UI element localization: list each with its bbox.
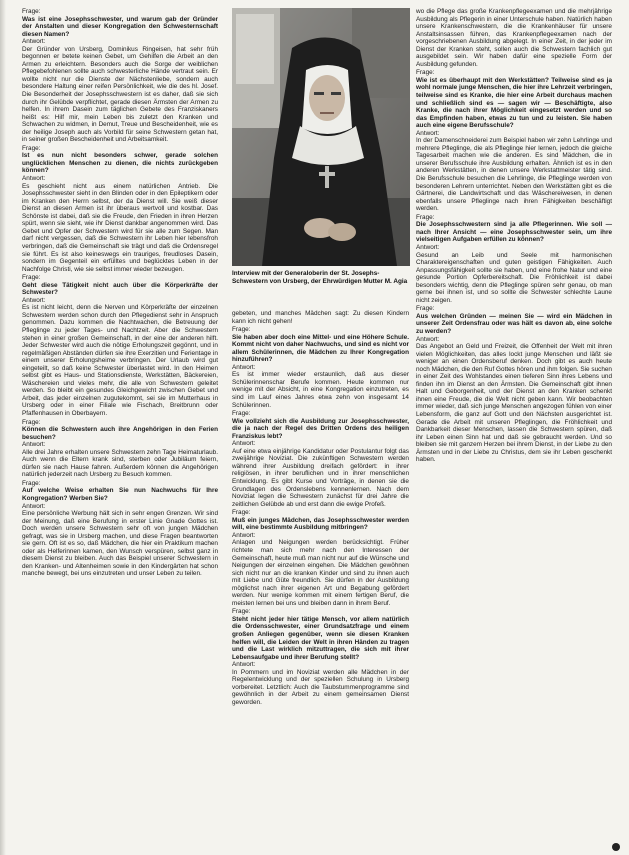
- speaker-label: Frage:: [22, 274, 41, 282]
- speaker-label: Frage:: [232, 509, 251, 517]
- speaker-label: Antwort:: [22, 175, 46, 183]
- speaker-label: Frage:: [22, 144, 41, 152]
- interview-answer: Gesund an Leib und Seele mit harmonischen Charaktereigenschaften und guten geistigen Fähigkeiten. Auch Anpassungsfähigkeit sollte sie haben, und eine frohe Natur und eine gesunde Portion Opferbereitschaft. Die Fröhlichkeit ist dabei besonders wichtig, denn die Pfleglinge spüren sehr genau, ob man gerne bei ihnen ist, und so sollte die Schwester schlechte Laune nicht zeigen.: [416, 251, 612, 304]
- interview-question: Was ist eine Josephsschwester, und warum gab der Gründer der Anstalten und dieser Kongregation den Schwesternschaft diesen Namen?: [22, 15, 218, 38]
- interview-answer: Der Gründer von Ursberg, Dominikus Ringeisen, hat sehr früh begonnen er betete keinen Gebet, um Gehilfen die Arbeit an den Armen zu erleichtern. Besonders auch die Sorge der weiblichen Pflegebefohlenen sollte auch schwesterliche Hände vertraut sein. Er wollte nicht nur die Dienste der Nächstenliebe, sondern auch besondere Haltung einer reifen Persönlichkeit, wie die des hl. Josef. Die Besonderheit der Josephsschwestern ist es daher, daß sie sich durch ihr Gelübde verpflichtet, gerade diesen Ärmsten der Armen zu helfen. In ihrem Dasein zum täglichen Gebete des Franziskaners heißt es: Hilf mir, mein Leben bis zuletzt den Kranken und Schwachen zu widmen, in Demut, Treue und Bescheidenheit, wie es der heilige Joseph auch als Vorbild für seine Schwestern getan hat, in seiner großen Bescheidenheit und Arbeitsamkeit.: [22, 45, 218, 144]
- interview-answer: Es geschieht nicht aus einem natürlichen Antrieb. Die Josephsschwester sieht in den Blinden oder in den Epileptikern oder im Kranken den Herrn selbst, der da Dienst will. Sie weiß dieser Dienst an diesen Armen ist ihr überaus wertvoll und kostbar. Das Schönste ist dabei, daß sie die Freude, den Frieden in ihren Herzen spürt, wenn sie sieht, wie ihr Dienst dankbar angenommen wird. Das Gebet und Opfer der Schwestern wird für sie alle zum Segen. Man darf nicht vergessen, daß die Schwestern ihr Leben hier lebensfroh verbringen, daß die Gemeinschaft sie trägt und daß die Ordensregel sie führt. Es ist also keineswegs ein trauriges, freudloses Dasein, sondern im Gegenteil ein erfülltes und beglücktes Leben in der Nachfolge Christi, wie sie selbst immer wieder bezeugen.: [22, 182, 218, 273]
- interview-question: Können die Schwestern auch ihre Angehörigen in den Ferien besuchen?: [22, 426, 218, 441]
- interview-answer: gebeten, und manches Mädchen sagt: Zu diesen Kindern kann ich nicht gehen!: [232, 310, 409, 325]
- text-column-middle: [232, 310, 409, 846]
- interview-question: Wie vollzieht sich die Ausbildung zur Josephsschwester, die ja nach der Regel des Dritten Ordens des heiligen Franziskus lebt?: [232, 417, 409, 440]
- interview-answer: Eine persönliche Werbung hält sich in sehr engen Grenzen. Wir sind der Meinung, daß eine Berufung in erster Linie Gnade Gottes ist. Doch werden unsere Schwestern sehr oft von jungen Mädchen gefragt, was sie in Ursberg machen, und diese Fragen beantworten sie gern. Oft ist es so, daß Mädchen, die hier ein Praktikum machen oder als Helferinnen kamen, den Wunsch verspüren, selbst ganz in diesem Dienst zu bleiben. Auch das Beispiel unserer Schwestern in den Kranken- und Altenheimen sowie in den Kindergärten hat schon manche bewegt, bei uns einzutreten und unser Leben zu teilen.: [22, 510, 218, 578]
- speaker-label: Frage:: [416, 69, 435, 77]
- interview-answer: wo die Pflege das große Krankenpflegeexamen und die mehrjährige Ausbildung als Pflegerin in einer Unterschule haben. Natürlich haben unsere Krankenschwestern, die die Krankenhäuser für unsere Anstaltsinsassen führen, das Krankenpflegeexamen nach der vorgeschriebenen Ausbildung abgelegt. In einer Zeit, in der jeder im Dienst der Kranken steht, sollen auch die Schwestern fachlich gut ausgebildet sein. Wir haben dafür eine spezielle Form der Ausbildung gefunden.: [416, 8, 612, 68]
- speaker-label: Frage:: [22, 8, 41, 15]
- speaker-label: Antwort:: [22, 502, 46, 510]
- speaker-label: Antwort:: [416, 129, 440, 137]
- nun-portrait-image: [232, 8, 410, 266]
- interview-answer: Es ist immer wieder erstaunlich, daß aus dieser Schülerinnenschar Berufe kommen. Heute kommen nur wenige mit der Absicht, in eine Kongregation einzutreten, es sind im Lauf eines Jahres etwa zehn von insgesamt 14 Schülerinnen.: [232, 371, 409, 409]
- interview-answer: In der Damenschneiderei zum Beispiel haben wir zehn Lehrlinge und mehrere Pfleglinge, die als Pfleglinge hier lernen, jedoch die gleiche Tagesarbeit machen wie die anderen. Es sind Mädchen, die in unserer Berufsschule ihre Ausbildung erhalten. Ähnlich ist es in den anderen Werkstätten, in denen unsere Werkstattmeister tätig sind. Die Berufsschule besuchen die Lehrlinge, die Pfleglinge werden von besonderen Lehrern unterrichtet. Neben den Werkstätten gibt es die Gärtnerei, die Landwirtschaft und das Wäschereiwesen, in denen ebenfalls unsere Pfleglinge nach ihren Fähigkeiten beschäftigt werden.: [416, 137, 612, 213]
- end-mark-icon: [612, 843, 620, 851]
- speaker-label: Antwort:: [416, 243, 440, 251]
- speaker-label: Antwort:: [232, 363, 256, 371]
- speaker-label: Frage:: [22, 418, 41, 426]
- speaker-label: Frage:: [232, 410, 251, 418]
- interview-question: Steht nicht jeder hier tätige Mensch, vor allem natürlich die Ordensschwester, einer Grundsatzfrage und einem großen Anliegen gegenüber, wenn sie diesen Kranken helfen will, die Leiden der Welt in ihren Händen zu tragen und die Last wirklich mitzuttragen, die sich mit ihrer Lebensaufgabe und ihrer Berufung stellt?: [232, 615, 409, 661]
- portrait-photo: [232, 8, 410, 266]
- interview-question: Muß ein junges Mädchen, das Josephsschwester werden will, eine bestimmte Ausbildung mitbringen?: [232, 516, 409, 532]
- interview-answer: Das Angebot an Geld und Freizeit, die Offenheit der Welt mit ihren vielen Möglichkeiten, das alles lockt junge Menschen und läßt sie weniger an einen Ordensberuf denken. Doch gibt es auch heute noch Mädchen, die den Ruf Gottes hören und ihm folgen. Sie suchen in einer Zeit des Wohlstandes einen tieferen Sinn ihres Lebens und finden ihn im Dienst an den Ärmsten. Die Gemeinschaft gibt ihnen Halt und Geborgenheit, und der Dienst an den Kranken schenkt ihnen eine Freude, die die Welt nicht geben kann. Wir beobachten immer wieder, daß sich junge Menschen angezogen fühlen von einer Lebensform, die ganz auf Gott und den Nächsten ausgerichtet ist. Gerade die Arbeit mit unseren Pfleglingen, die Fröhlichkeit und Dankbarkeit dieser Menschen, lassen die Schwestern spüren, daß ihr Leben einen Sinn hat und daß sie gebraucht werden. Und so bleiben sie mit ganzem Herzen bei ihrem Dienst, in der Liebe zu den Ärmsten und in der Liebe zu Christus, dem sie ihr Leben geschenkt haben.: [416, 343, 612, 464]
- page-edge-shadow: [0, 0, 6, 855]
- speaker-label: Frage:: [416, 213, 435, 221]
- interview-answer: Anlagen und Neigungen werden berücksichtigt. Früher richtete man sich mehr nach den Interessen der Gemeinschaft, heute muß man nicht nur auf die Wünsche und Neigungen der einzelnen eingehen. Die Mädchen gewöhnen sich nicht nur an die kranken Kinder und sind zu ihnen auch mit Liebe und Güte freundlich. Sie dürfen in der Ausbildung möglichst nach ihrer eigenen Art und Begabung gefördert werden. Nur wenige kommen mit einem fertigen Beruf, die meisten lernen bei uns und bleiben dann in ihrem Beruf.: [232, 539, 409, 607]
- interview-question: Wie ist es überhaupt mit den Werkstätten? Teilweise sind es ja wohl normale junge Menschen, die hier ihre Lehrzeit verbringen, teilweise sind es Kranke, die hier eine Arbeit durchaus machen und schließlich sind es — sagen wir — Beschäftigte, also Kranke, die nach ihrer Möglichkeit eingesetzt werden und so das Empfinden haben, etwas zu tun und zu leisten. Sie haben auch eine eigene Berufsschule?: [416, 76, 612, 130]
- speaker-label: Frage:: [232, 608, 251, 616]
- interview-question: Die Josephsschwestern sind ja alle Pflegerinnen. Wie soll — nach Ihrer Ansicht — eine Josephsschwester sein, um ihre vielseitigen Aufgaben erfüllen zu können?: [416, 221, 612, 244]
- speaker-label: Antwort:: [416, 335, 440, 343]
- speaker-label: Frage:: [232, 326, 251, 334]
- speaker-label: Frage:: [22, 479, 41, 487]
- interview-answer: Auf eine etwa einjährige Kandidatur oder Postulantur folgt das zweijährige Noviziat. Die zukünftigen Schwestern werden während ihrer Ausbildung dreifach gefördert: in ihrer religiösen, in ihrer beruflichen und in ihrer menschlichen Entwicklung. Es gibt Kurse und Vorträge, in denen sie die Grundlagen des Ordenslebens kennenlernen. Nach dem Noviziat legen die Schwestern zunächst für drei Jahre die zeitlichen Gelübde ab und erst dann die ewige Profeß.: [232, 447, 409, 508]
- interview-answer: Es ist nicht leicht, denn die Nerven und Körperkräfte der einzelnen Schwestern werden schon durch den Pflegedienst sehr in Anspruch genommen. Dazu kommen die Nachtwachen, die Betreuung der Pfleglinge zu jeder Tages- und Nachtzeit. Aber die Schwestern stehen in einer großen Gemeinschaft, in der eine der anderen hilft. Jeder Schwester wird auch die nötige Erholungszeit gegönnt, und in regelmäßigen Abständen dürfen sie ihre Exerzitien und Ferientage in einem unserer Erholungsheime verbringen. Der Urlaub wird gut eingeteilt, so daß keine Schwester überlastet wird. In den Heimen selbst gibt es Haus- und Stationsdienste, Werkstätten, Bäckereien, Wäschereien und vieles mehr, die alle von Schwestern geleitet werden. So bleibt ein gesundes Gleichgewicht zwischen Gebet und Arbeit, das jeder einzelnen zugutekommt, sei sie im Mutterhaus in Ursberg oder in einer Filiale wie Fischach, Breitbrunn oder Pfaffenhausen in Oberbayern.: [22, 304, 218, 417]
- speaker-label: Antwort:: [232, 661, 256, 669]
- interview-question: Ist es nun nicht besonders schwer, gerade solchen unglücklichen Menschen zu dienen, die nichts zurückgeben können?: [22, 152, 218, 175]
- interview-question: Sie haben aber doch eine Mittel- und eine Höhere Schule. Kommt nicht von daher Nachwuchs, und sind es nicht vor allem Schülerinnen, die Mädchen zu Ihrer Kongregation hinzuführen?: [232, 333, 409, 364]
- speaker-label: Antwort:: [22, 441, 46, 449]
- speaker-label: Antwort:: [232, 531, 256, 539]
- speaker-label: Antwort:: [22, 38, 46, 46]
- text-column-left: [22, 8, 218, 846]
- speaker-label: Frage:: [416, 305, 435, 313]
- interview-question: Auf welche Weise erhalten Sie nun Nachwuchs für Ihre Kongregation? Werben Sie?: [22, 487, 218, 502]
- speaker-label: Antwort:: [22, 296, 46, 304]
- interview-answer: In Pommern und im Noviziat werden alle Mädchen in der Regelentwicklung und der speziellen Schulung in Ursberg vorbereitet. Letztlich: Auch die Taubstummenprogramme sind gewöhnlich in der Arbeit zu einem gemeinsamen Dienst geworden.: [232, 668, 409, 706]
- speaker-label: Antwort:: [232, 440, 256, 448]
- text-column-right: [416, 8, 612, 846]
- interview-question: Geht diese Tätigkeit nicht auch über die Körperkräfte der Schwester?: [22, 281, 218, 297]
- interview-answer: Alle drei Jahre erhalten unsere Schwestern zehn Tage Heimaturlaub. Auch wenn die Eltern krank sind, sterben oder Jubiläum feiern, dürfen sie nach Hause fahren. Außerdem können die Angehörigen natürlich jederzeit nach Ursberg zu Besuch kommen.: [22, 448, 218, 479]
- photo-caption: Interview mit der Generaloberin der St. Josephs-Schwestern von Ursberg, der Ehrwürdigen Mutter M. Agia: [232, 270, 408, 285]
- interview-question: Aus welchen Gründen — meinen Sie — wird ein Mädchen in unserer Zeit Ordensfrau oder was hält es davon ab, eine solche zu werden?: [416, 312, 612, 335]
